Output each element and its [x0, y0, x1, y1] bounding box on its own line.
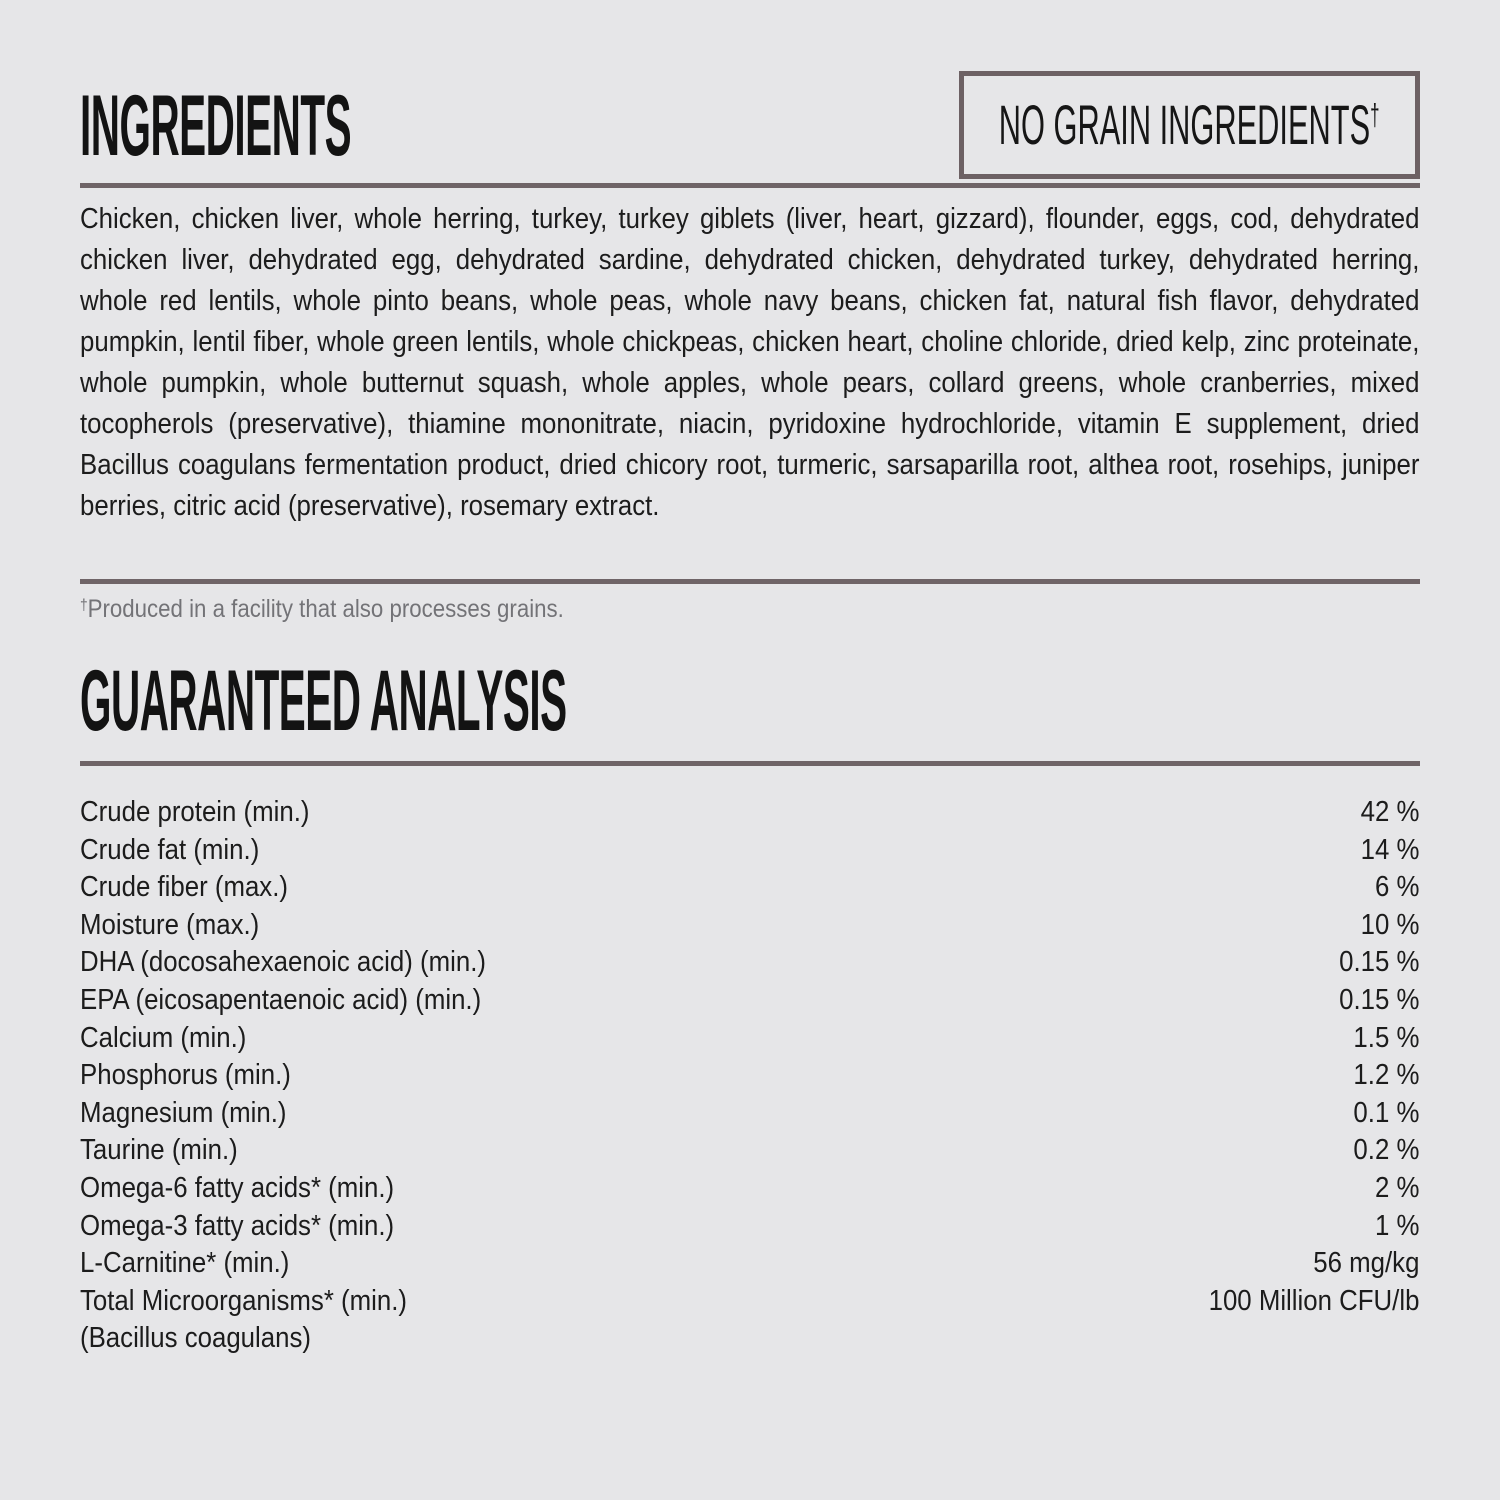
analysis-row-value: 0.15 % — [1339, 946, 1420, 979]
analysis-row-value: 0.2 % — [1353, 1134, 1420, 1167]
footnote-text: Produced in a facility that also processes grains. — [87, 595, 564, 623]
analysis-row-value: 10 % — [1360, 908, 1420, 941]
analysis-row-label: Calcium (min.) — [80, 1021, 247, 1054]
analysis-row-label: Phosphorus (min.) — [80, 1059, 291, 1092]
analysis-row-value: 56 mg/kg — [1313, 1247, 1420, 1280]
analysis-row-label: Magnesium (min.) — [80, 1096, 287, 1129]
analysis-row-value: 1.5 % — [1353, 1021, 1420, 1054]
footnote-wrap — [80, 594, 1419, 626]
analysis-row-label: EPA (eicosapentaenoic acid) (min.) — [80, 983, 482, 1016]
table-row — [80, 1095, 1419, 1133]
table-row — [80, 1283, 1419, 1321]
table-row — [80, 869, 1419, 907]
table-row — [80, 832, 1419, 870]
grain-facility-footnote — [80, 594, 1419, 624]
analysis-row-label: DHA (docosahexaenoic acid) (min.) — [80, 946, 486, 979]
guaranteed-analysis-title — [80, 653, 1420, 749]
divider-under-ingredients-title — [80, 183, 1420, 188]
no-grain-badge — [959, 71, 1420, 179]
analysis-row-label: Moisture (max.) — [80, 908, 260, 941]
table-row — [80, 1170, 1419, 1208]
table-row — [80, 944, 1419, 982]
divider-above-footnote — [80, 579, 1420, 584]
table-row — [80, 1245, 1419, 1283]
analysis-row-label: Crude protein (min.) — [80, 796, 310, 828]
guaranteed-analysis-title-text: GUARANTEED ANALYSIS — [80, 653, 567, 749]
analysis-row-label: L-Carnitine* (min.) — [80, 1247, 290, 1280]
analysis-row-label: Crude fiber (max.) — [80, 871, 288, 904]
table-row — [80, 794, 1419, 832]
analysis-row-label: Crude fat (min.) — [80, 833, 260, 866]
analysis-row-value: 14 % — [1360, 833, 1420, 866]
analysis-row-value: 1 % — [1374, 1209, 1420, 1242]
footnote-dagger: † — [80, 597, 88, 615]
table-row — [80, 907, 1419, 945]
ingredients-header — [80, 0, 1420, 188]
divider-under-analysis-title — [80, 761, 1420, 766]
analysis-row-value: 0.1 % — [1353, 1096, 1420, 1129]
analysis-row-value: 6 % — [1374, 871, 1420, 904]
analysis-row-value: 2 % — [1374, 1171, 1420, 1204]
ingredients-title-text: INGREDIENTS — [80, 78, 352, 174]
analysis-row-label: (Bacillus coagulans) — [80, 1322, 311, 1355]
table-row — [80, 1132, 1419, 1170]
table-row — [80, 1057, 1419, 1095]
analysis-row-label: Omega-3 fatty acids* (min.) — [80, 1209, 395, 1242]
analysis-row-value: 1.2 % — [1353, 1059, 1420, 1092]
analysis-row-value: 42 % — [1360, 796, 1420, 828]
badge-dagger: † — [1370, 96, 1380, 132]
no-grain-badge-text: NO GRAIN INGREDIENTS† — [999, 93, 1380, 156]
analysis-row-value: 100 Million CFU/lb — [1208, 1284, 1420, 1317]
ingredients-title — [80, 78, 657, 174]
ingredients-paragraph-wrap — [80, 199, 1419, 571]
table-row — [80, 1020, 1419, 1058]
analysis-row-label: Omega-6 fatty acids* (min.) — [80, 1171, 395, 1204]
analysis-row-label: Taurine (min.) — [80, 1134, 238, 1167]
table-row — [80, 982, 1419, 1020]
analysis-row-value: 0.15 % — [1339, 983, 1420, 1016]
analysis-table — [80, 794, 1419, 1358]
table-row — [80, 1208, 1419, 1246]
ingredients-paragraph: Chicken, chicken liver, whole herring, turkey, turkey giblets (liver, heart, gizzard), flounder, eggs, cod, dehydrated chicken liver, dehydrated egg, dehydrated sardine, dehydrated chicken, dehydrated turkey, dehydrated herring, whole red lentils, whole pinto beans, whole peas, whole navy beans, chicken fat, natural fish flavor, dehydrated pumpkin, lentil fiber, whole green lentils, whole chickpeas, chicken heart, choline chloride, dried kelp, zinc proteinate, whole pumpkin, whole butternut squash, whole apples, whole pears, collard greens, whole cranberries, mixed tocopherols (preservative), thiamine mononitrate, niacin, pyridoxine hydrochloride, vitamin E supplement, dried Bacillus coagulans fermentation product, dried chicory root, turmeric, sarsaparilla root, althea root, rosehips, juniper berries, citric acid (preservative), rosemary extract. — [80, 203, 1420, 522]
table-row — [80, 1320, 1419, 1358]
analysis-row-label: Total Microorganisms* (min.) — [80, 1284, 408, 1317]
